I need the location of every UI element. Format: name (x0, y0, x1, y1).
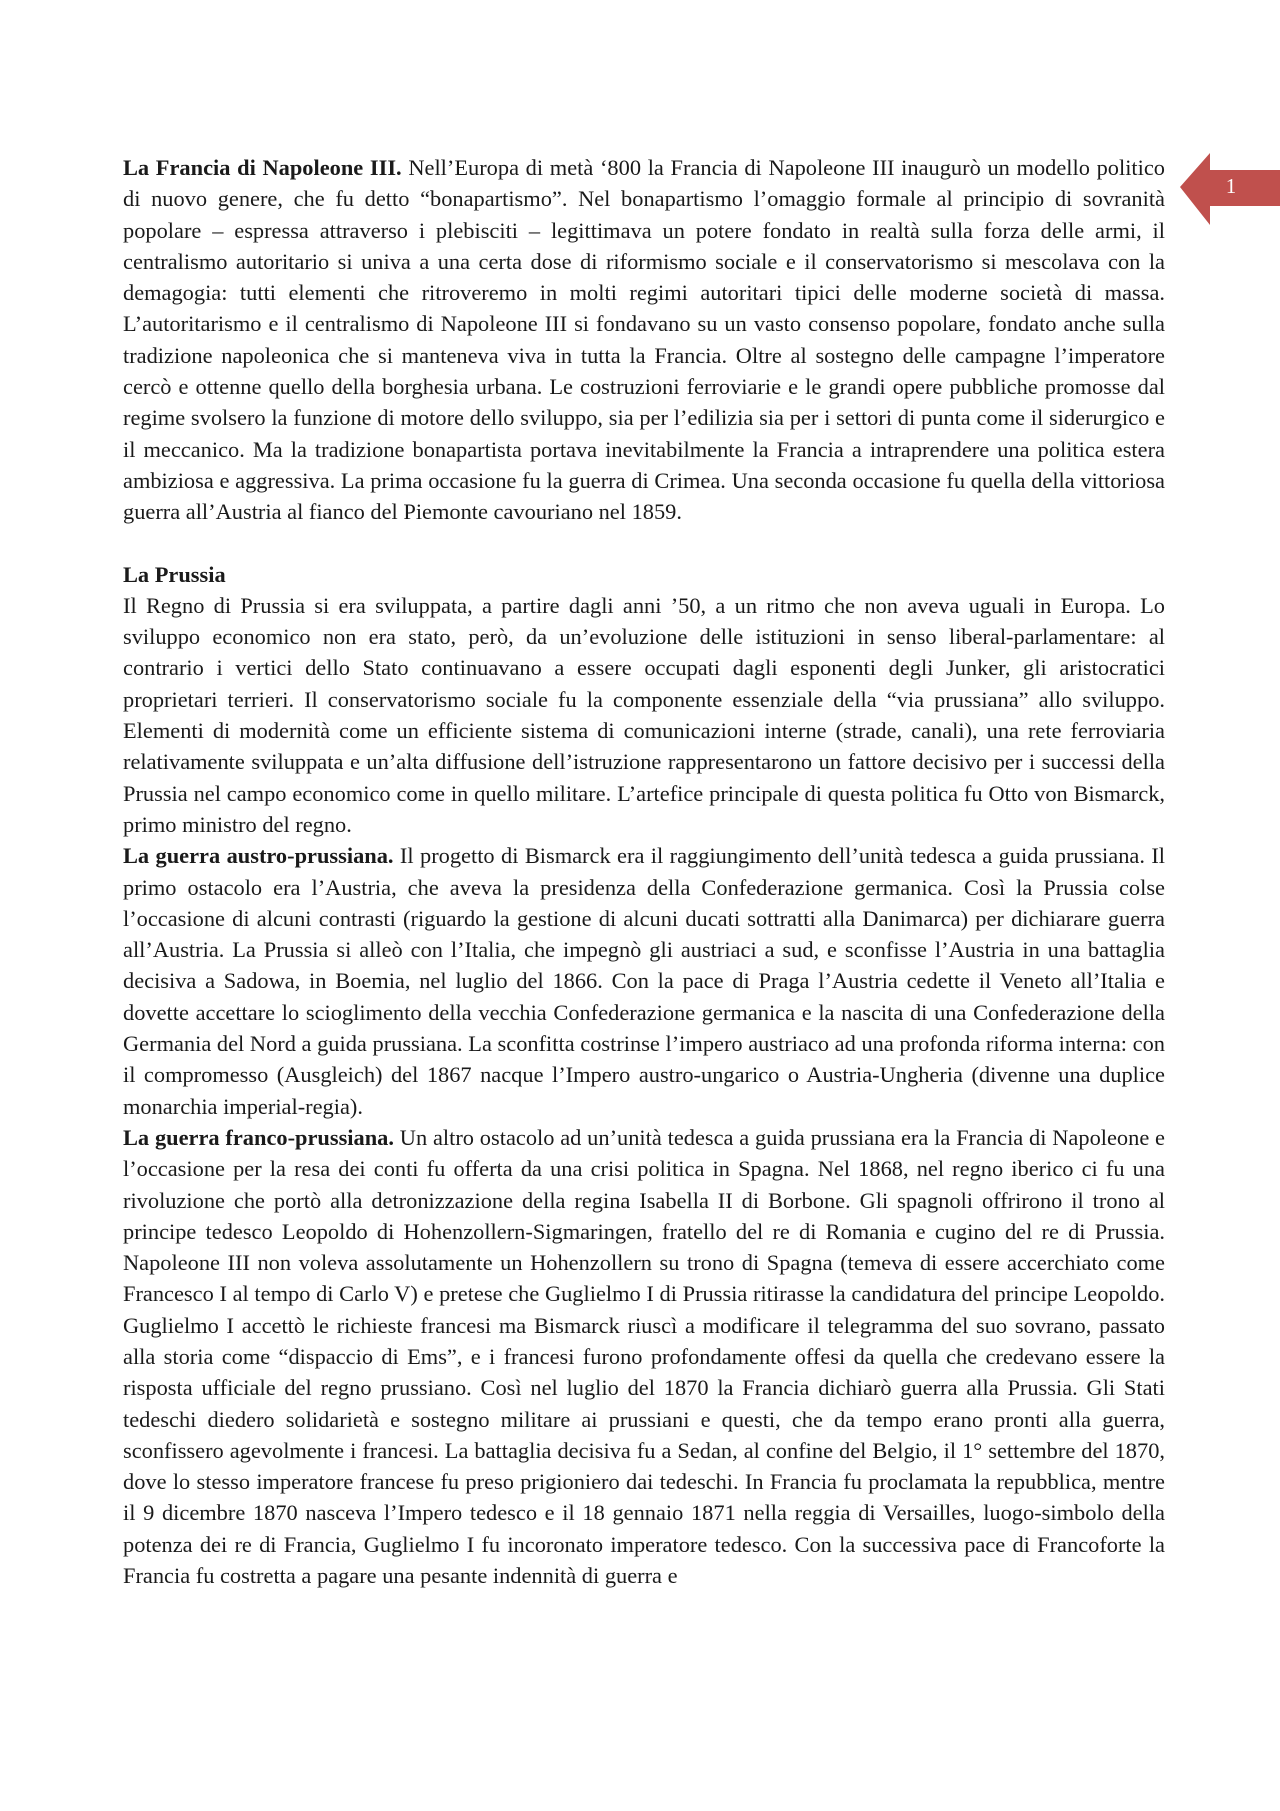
paragraph-text: Il progetto di Bismarck era il raggiungimento dell’unità tedesca a guida prussiana. Il primo ostacolo era l’Austria, che aveva la presidenza della Confederazione germanica. Così la Prussia colse l’occasione di alcuni contrasti (riguardo la gestione di alcuni ducati sottratti alla Danimarca) per dichiarare guerra all’Austria. La Prussia si alleò con l’Italia, che impegnò gli austriaci a sud, e sconfisse l’Austria in una battaglia decisiva a Sadowa, in Boemia, nel luglio del 1866. Con la pace di Praga l’Austria cedette il Veneto all’Italia e dovette accettare lo scioglimento della vecchia Confederazione germanica e la nascita di una Confederazione della Germania del Nord a guida prussiana. La sconfitta costrinse l’impero austriaco ad una profonda riforma interna: con il compromesso (Ausgleich) del 1867 nacque l’Impero austro-ungarico o Austria-Ungheria (divenne una duplice monarchia imperial-regia). (123, 843, 1165, 1119)
paragraph-gap (123, 528, 1165, 559)
paragraph-prussia: Il Regno di Prussia si era sviluppata, a partire dagli anni ’50, a un ritmo che non aveva uguali in Europa. Lo sviluppo economico non era stato, però, da un’evoluzione delle istituzioni in senso liberal-parlamentare: al contrario i vertici dello Stato continuavano a essere occupati dagli esponenti degli Junker, gli aristocratici proprietari terrieri. Il conservatorismo sociale fu la componente essenziale della “via prussiana” allo sviluppo. Elementi di modernità come un efficiente sistema di comunicazioni interne (strade, canali), una rete ferroviaria relativamente sviluppata e un’alta diffusione dell’istruzione rappresentarono un fattore decisivo per i successi della Prussia nel campo economico come in quello militare. L’artefice principale di questa politica fu Otto von Bismarck, primo ministro del regno. (123, 592, 1165, 837)
paragraph-francia (123, 152, 1165, 528)
paragraph-text: Un altro ostacolo ad un’unità tedesca a guida prussiana era la Francia di Napoleone e l’occasione per la resa dei conti fu offerta da una crisi politica in Spagna. Nel 1868, nel regno iberico ci fu una rivoluzione che portò alla detronizzazione della regina Isabella II di Borbone. Gli spagnoli offrirono il trono al principe tedesco Leopoldo di Hohenzollern-Sigmaringen, fratello del re di Romania e cugino del re di Prussia. Napoleone III non voleva assolutamente un Hohenzollern su trono di Spagna (temeva di essere accerchiato come Francesco I al tempo di Carlo V) e pretese che Guglielmo I di Prussia ritirasse la candidatura del principe Leopoldo. Guglielmo I accettò le richieste francesi ma Bismarck riuscì a modificare il telegramma del suo sovrano, passato alla storia come “dispaccio di Ems”, e i francesi furono profondamente offesi da quella che credevano essere la risposta ufficiale del regno prussiano. Così nel luglio del 1870 la Francia dichiarò guerra alla Prussia. Gli Stati tedeschi diedero solidarietà e sostegno militare ai prussiani e questi, che da tempo erano pronti alla guerra, sconfissero agevolmente i francesi. La battaglia decisiva fu a Sedan, al confine del Belgio, il 1° settembre del 1870, dove lo stesso imperatore francese fu preso prigioniero dai tedeschi. In Francia fu proclamata la repubblica, mentre il 9 dicembre 1870 nasceva l’Impero tedesco e il 18 gennaio 1871 nella reggia di Versailles, luogo-simbolo della potenza dei re di Francia, Guglielmo I fu incoronato imperatore tedesco. Con la successiva pace di Francoforte la Francia fu costretta a pagare una pesante indennità di guerra e (123, 1124, 1165, 1589)
page-number: 1 (1225, 174, 1237, 198)
paragraph-austro-prussiana (123, 840, 1165, 1122)
document-body (123, 152, 1165, 1591)
paragraph-lead: La Francia di Napoleone III. (123, 155, 402, 180)
section-heading-prussia: La Prussia (123, 561, 226, 587)
paragraph-lead: La guerra austro-prussiana. (123, 843, 394, 869)
paragraph-lead: La guerra franco-prussiana. (123, 1124, 394, 1150)
paragraph-text: Nell’Europa di metà ‘800 la Francia di Napoleone III inaugurò un modello politico di nuovo genere, che fu detto “bonapartismo”. Nel bonapartismo l’omaggio formale al principio di sovranità popolare – espressa attraverso i plebisciti – legittimava un potere fondato in realtà sulla forza delle armi, il centralismo autoritario si univa a una certa dose di riformismo sociale e il conservatorismo si mescolava con la demagogia: tutti elementi che ritroveremo in molti regimi autoritari tipici delle moderne società di massa. L’autoritarismo e il centralismo di Napoleone III si fondavano su un vasto consenso popolare, fondato anche sulla tradizione napoleonica che si manteneva viva in tutta la Francia. Oltre al sostegno delle campagne l’imperatore cercò e ottenne quello della borghesia urbana. Le costruzioni ferroviarie e le grandi opere pubbliche promosse dal regime svolsero la funzione di motore dello sviluppo, sia per l’edilizia sia per i settori di punta come il siderurgico e il meccanico. Ma la tradizione bonapartista portava inevitabilmente la Francia a intraprendere una politica estera ambiziosa e aggressiva. La prima occasione fu la guerra di Crimea. Una seconda occasione fu quella della vittoriosa guerra all’Austria al fianco del Piemonte cavouriano nel 1859. (123, 155, 1165, 525)
paragraph-franco-prussiana (123, 1122, 1165, 1591)
